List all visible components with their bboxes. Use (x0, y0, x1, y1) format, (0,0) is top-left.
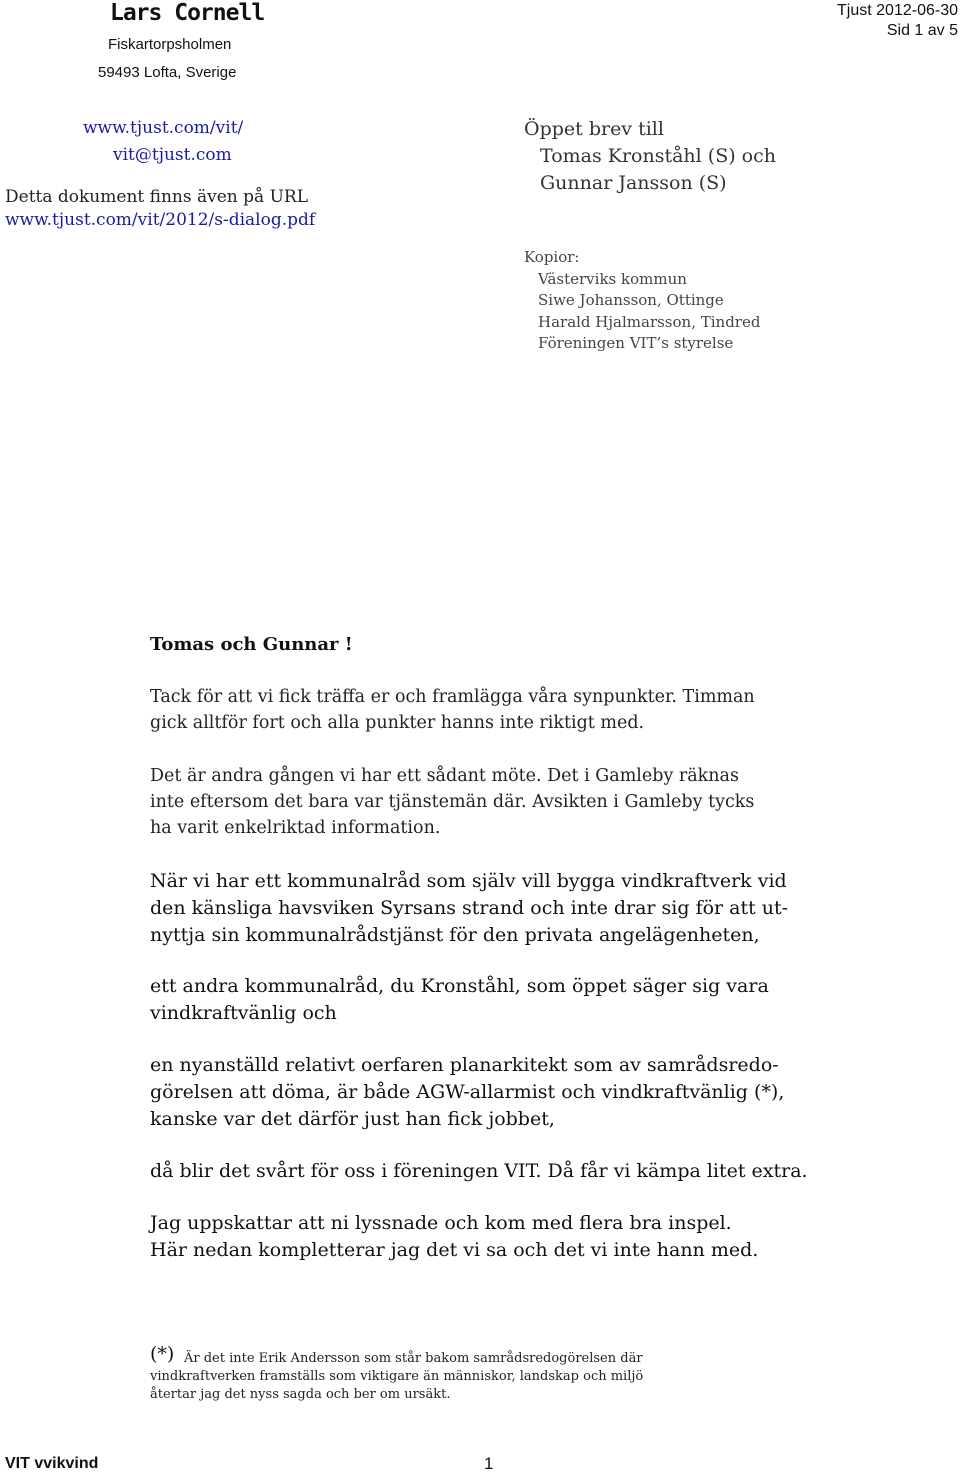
paragraph-line: kanske var det därför just han fick jobbet, (150, 1108, 555, 1130)
paragraph-line: Det är andra gången vi har ett sådant möte. Det i Gamleby räknas (150, 766, 739, 786)
copies-item: Västerviks kommun (538, 270, 687, 288)
paragraph-line: görelsen att döma, är både AGW-allarmist och vindkraftvänlig (*), (150, 1081, 785, 1103)
paragraph-line: ha varit enkelriktad information. (150, 818, 441, 838)
place-date: Tjust 2012-06-30 (837, 2, 958, 19)
footnote-marker: (*) (150, 1343, 175, 1365)
paragraph-line: När vi har ett kommunalråd som själv vill bygga vindkraftverk vid (150, 870, 787, 892)
footnote-line: vindkraftverken framställs som viktigare än människor, landskap och miljö (150, 1369, 644, 1384)
document-note: Detta dokument finns även på URL (5, 187, 308, 207)
paragraph-line: Här nedan kompletterar jag det vi sa och det vi inte hann med. (150, 1239, 759, 1261)
paragraph-line: Tack för att vi fick träffa er och framlägga våra synpunkter. Timman (150, 687, 755, 707)
page-indicator: Sid 1 av 5 (886, 22, 958, 39)
salutation: Tomas och Gunnar ! (150, 634, 353, 655)
website-link[interactable]: www.tjust.com/vit/ (83, 118, 244, 138)
recipients-heading: Öppet brev till (524, 118, 664, 140)
copies-item: Harald Hjalmarsson, Tindred (538, 313, 761, 331)
paragraph-line: ett andra kommunalråd, du Kronståhl, som öppet säger sig vara (150, 975, 769, 997)
footnote-line: Är det inte Erik Andersson som står bakom samrådsredogörelsen där (184, 1351, 643, 1366)
paragraph-line: den känsliga havsviken Syrsans strand och inte drar sig för att ut- (150, 897, 789, 919)
recipient-line2: Gunnar Jansson (S) (540, 172, 727, 194)
paragraph-line: då blir det svårt för oss i föreningen VIT. Då får vi kämpa litet extra. (150, 1160, 808, 1182)
copies-item: Föreningen VIT’s styrelse (538, 334, 734, 352)
document-url-link[interactable]: www.tjust.com/vit/2012/s-dialog.pdf (5, 210, 316, 230)
paragraph-line: nyttja sin kommunalrådstjänst för den privata angelägenheten, (150, 924, 760, 946)
recipient-line1: Tomas Kronståhl (S) och (540, 145, 776, 167)
paragraph-line: inte eftersom det bara var tjänstemän där. Avsikten i Gamleby tycks (150, 792, 755, 812)
sender-address-line2: 59493 Lofta, Sverige (98, 64, 237, 81)
paragraph-line: vindkraftvänlig och (150, 1002, 337, 1024)
email-link[interactable]: vit@tjust.com (113, 145, 232, 165)
paragraph-line: gick alltför fort och alla punkter hanns inte riktigt med. (150, 713, 645, 733)
footer-label: VIT vvikvind (5, 1455, 99, 1472)
footer-page-number: 1 (484, 1454, 494, 1473)
paragraph-line: Jag uppskattar att ni lyssnade och kom med flera bra inspel. (150, 1212, 732, 1234)
copies-label: Kopior: (524, 248, 580, 266)
paragraph-line: en nyanställd relativt oerfaren planarkitekt som av samrådsredo- (150, 1054, 779, 1076)
copies-item: Siwe Johansson, Ottinge (538, 291, 724, 309)
sender-name: Lars Cornell (110, 0, 265, 26)
sender-address-line1: Fiskartorpsholmen (108, 36, 232, 53)
footnote-line: återtar jag det nyss sagda och ber om ursäkt. (150, 1387, 451, 1402)
